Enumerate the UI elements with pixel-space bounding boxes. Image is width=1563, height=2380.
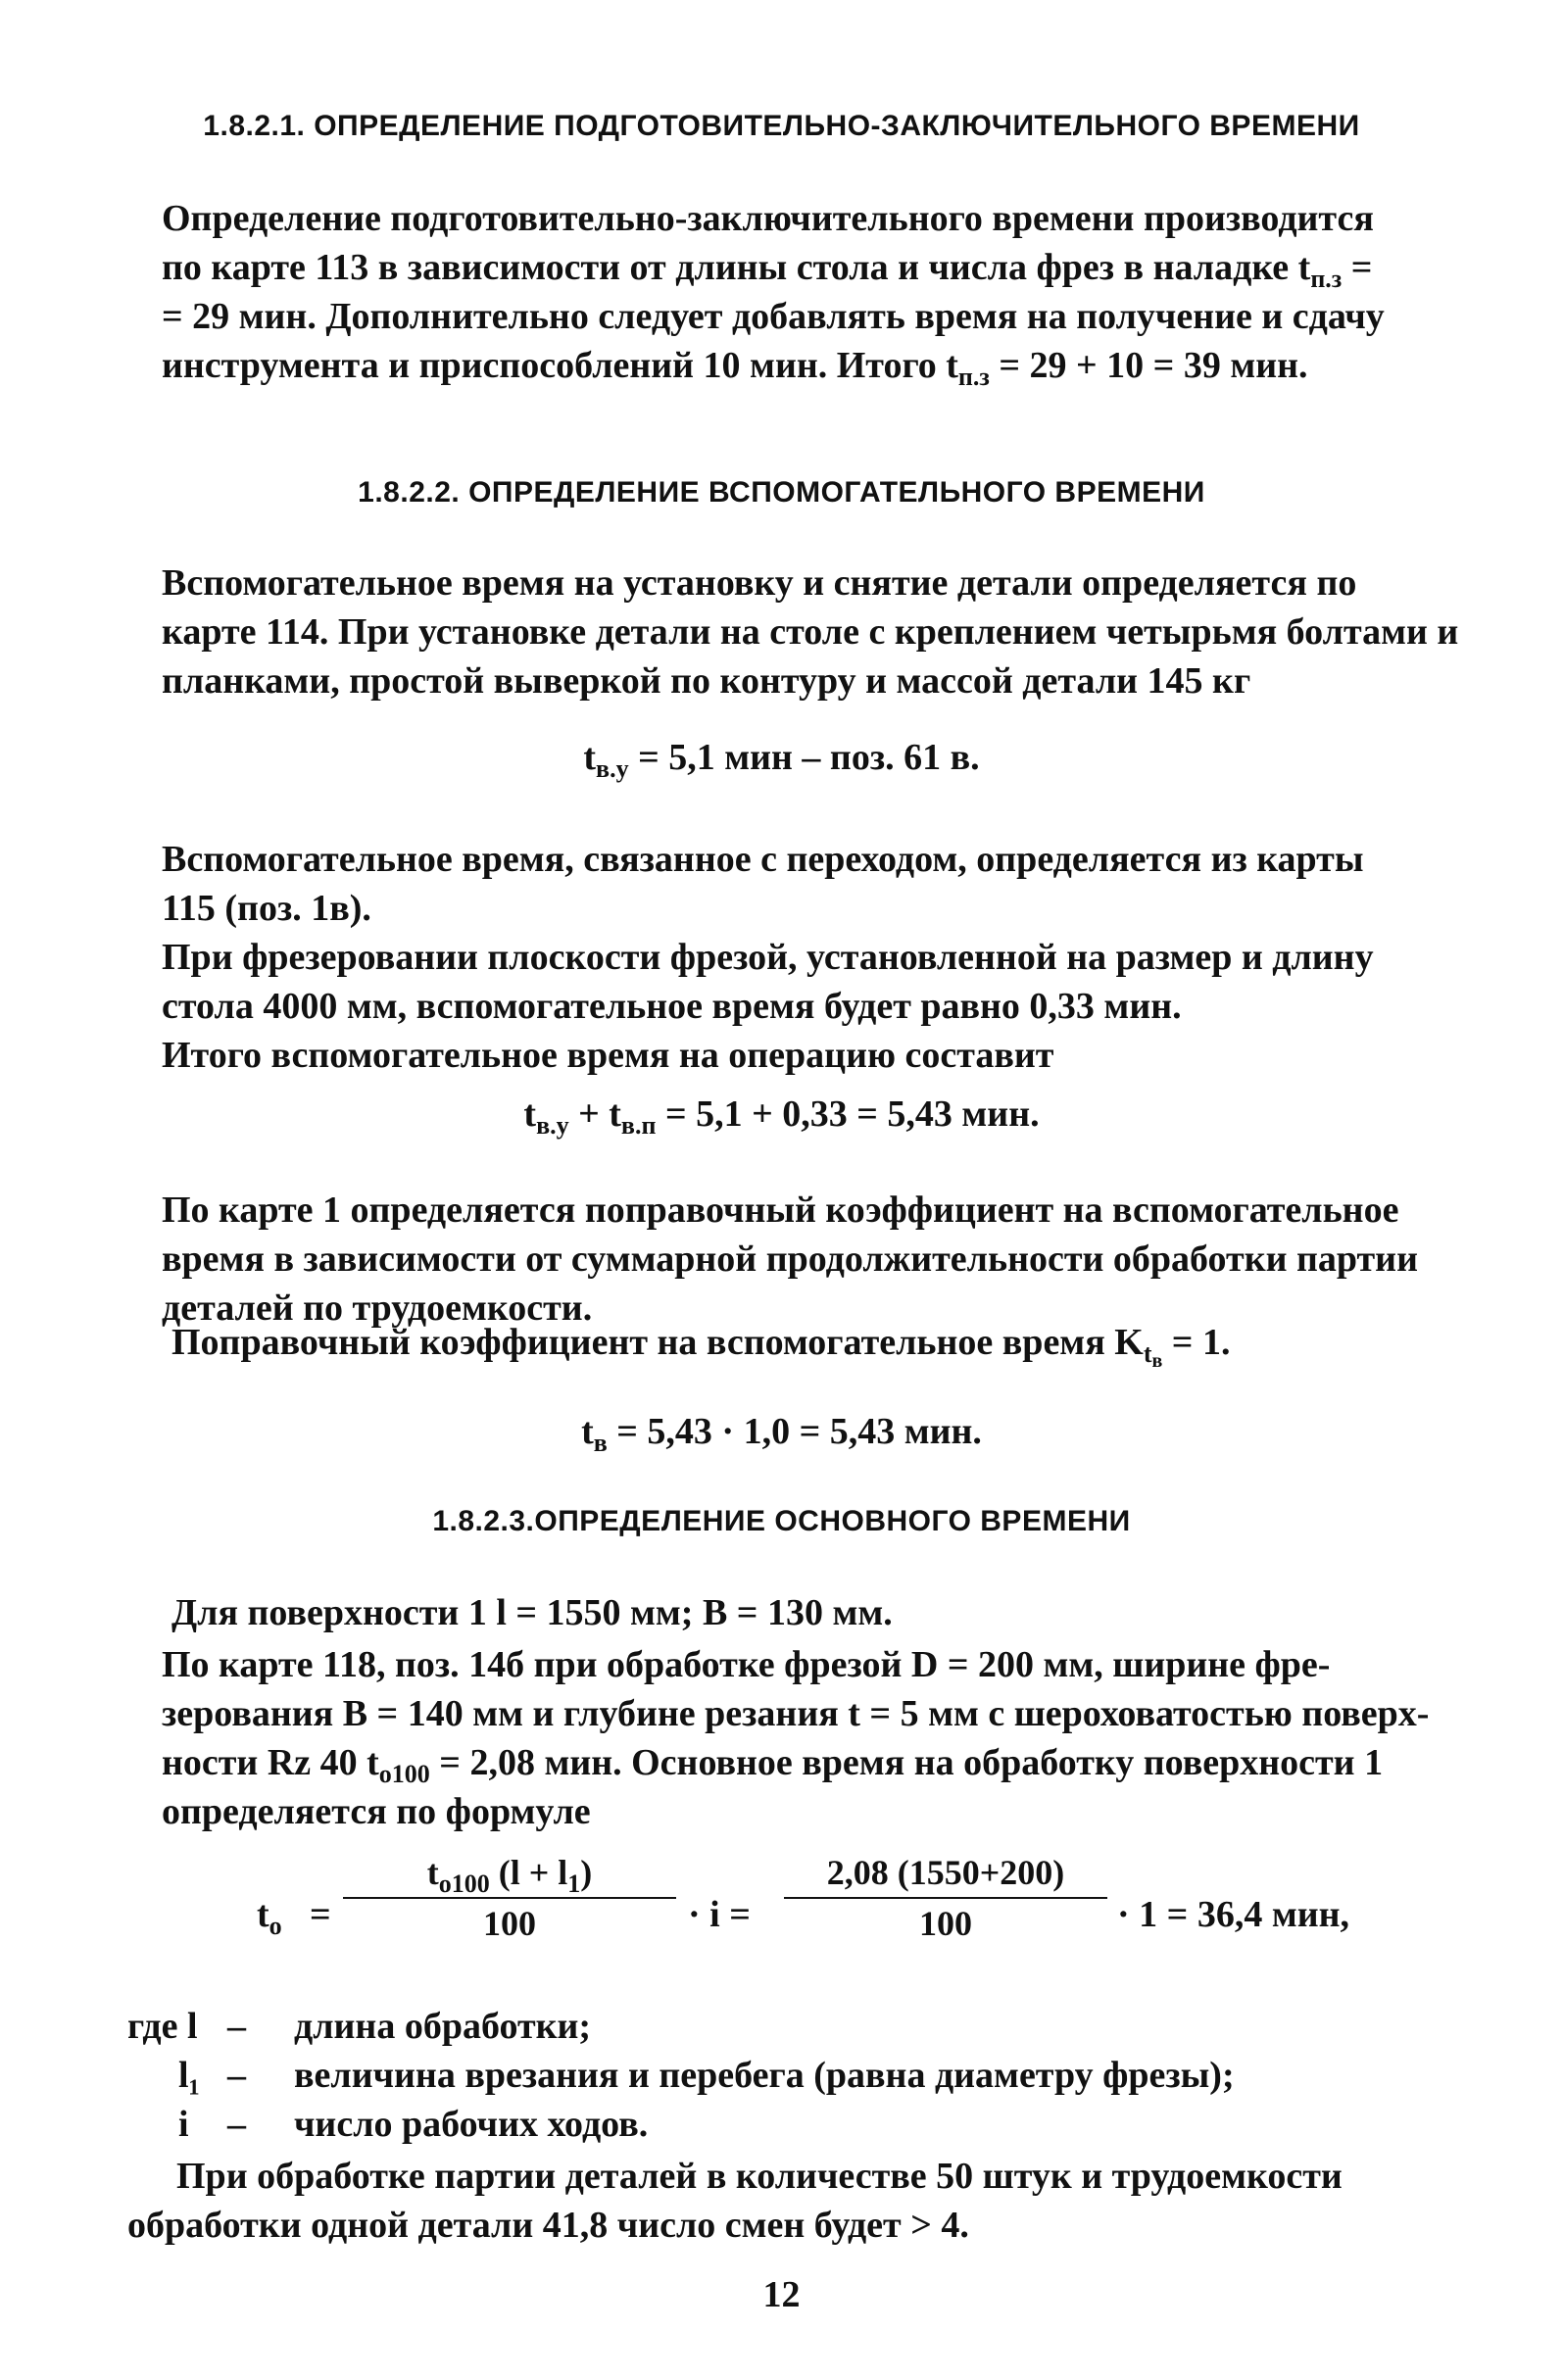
formula-dot-i: · i =: [688, 1894, 751, 1935]
subscript: 1: [567, 1870, 581, 1898]
subscript: в.у: [596, 754, 629, 783]
text-line: По карте 1 определяется поправочный коэффициент на вспомогательное: [162, 1190, 1399, 1231]
text-span: Поправочный коэффициент на вспомогательное время K: [171, 1322, 1144, 1363]
surface-line: Для поверхности 1 l = 1550 мм; B = 130 мм.: [171, 1592, 893, 1633]
subscript: п.з: [957, 363, 990, 391]
text-line: [162, 1738, 1465, 1787]
text-line: [162, 341, 1465, 390]
definition-dash: –: [227, 2006, 246, 2047]
eq-symbol: t: [581, 1411, 594, 1452]
eq-symbol: t: [583, 737, 597, 778]
eq-text: = 5,43 · 1,0 = 5,43 мин.: [607, 1411, 982, 1452]
fraction-denominator: 100: [483, 1904, 536, 1943]
subscript: o100: [438, 1870, 490, 1898]
fraction-numerator: [343, 1852, 676, 1899]
paragraph-1: [162, 194, 1465, 390]
text-line: зерования B = 140 мм и глубине резания t = 5 мм с шероховатостью поверх-: [162, 1693, 1430, 1734]
subscript-b: в: [1151, 1350, 1163, 1372]
eq-text: ): [580, 1853, 593, 1892]
text-line: 115 (поз. 1в).: [162, 888, 371, 929]
equation-2: [0, 1090, 1563, 1139]
text-span: ности Rz 40 t: [162, 1742, 379, 1783]
text-line: карте 114. При установке детали на столе с креплением четырьмя болтами и: [162, 611, 1459, 653]
text-line: обработки одной детали 41,8 число смен будет > 4.: [127, 2205, 969, 2246]
text-span: =: [1342, 247, 1373, 288]
text-line: [162, 243, 1465, 292]
definition-text: число рабочих ходов.: [294, 2104, 649, 2145]
text-span: инструмента и приспособлений 10 мин. Итого t: [162, 345, 958, 386]
paragraph-4: [162, 1186, 1465, 1333]
paragraph-2: [162, 559, 1465, 705]
paragraph-5: [162, 1640, 1465, 1836]
text-span: = 1.: [1162, 1322, 1231, 1363]
eq-symbol: t: [426, 1853, 439, 1892]
definition-text: величина врезания и перебега (равна диаметру фрезы);: [294, 2055, 1235, 2096]
paragraph-3: [162, 835, 1465, 1080]
formula-result: · 1 = 36,4 мин,: [1117, 1894, 1349, 1935]
text-line: Вспомогательное время, связанное с переходом, определяется из карты: [162, 839, 1364, 880]
subscript: в: [593, 1429, 608, 1457]
text-line: = 29 мин. Дополнительно следует добавлять время на получение и сдачу: [162, 296, 1385, 337]
subscript-t: t: [1143, 1339, 1152, 1368]
subscript: в.п: [620, 1111, 657, 1140]
paragraph-6: [127, 2152, 1470, 2250]
subscript: в.у: [536, 1111, 569, 1140]
text-line: При фрезеровании плоскости фрезой, установленной на размер и длину: [162, 937, 1374, 978]
text-line: При обработке партии деталей в количестве 50 штук и трудоемкости: [176, 2156, 1343, 2197]
eq-symbol: t: [257, 1894, 269, 1935]
eq-text: + t: [568, 1093, 621, 1135]
formula-equals: =: [310, 1894, 331, 1935]
coefficient-line: [171, 1321, 1231, 1372]
text-line: деталей по трудоемкости.: [162, 1287, 593, 1329]
eq-text: = 5,1 мин – поз. 61 в.: [628, 737, 980, 778]
definition-dash: –: [227, 2055, 246, 2096]
text-line: определяется по формуле: [162, 1791, 591, 1832]
fraction-numerator: 2,08 (1550+200): [784, 1852, 1107, 1899]
text-line: планками, простой выверкой по контуру и массой детали 145 кг: [162, 660, 1251, 702]
eq-text: (l + l: [489, 1853, 568, 1892]
subscript: [1143, 1339, 1163, 1372]
definition-symbol: l₁: [178, 2055, 200, 2096]
fraction-denominator: 100: [919, 1904, 972, 1943]
definition-symbol: где l: [127, 2006, 198, 2047]
text-line: По карте 118, поз. 14б при обработке фрезой D = 200 мм, ширине фре-: [162, 1644, 1331, 1685]
text-line: Вспомогательное время на установку и снятие детали определяется по: [162, 562, 1357, 604]
formula-fraction-1: [343, 1852, 676, 1944]
definition-text: длина обработки;: [294, 2006, 592, 2047]
definition-symbol: i: [178, 2104, 189, 2145]
formula-lhs: [257, 1893, 282, 1940]
equation-3: [0, 1407, 1563, 1456]
eq-symbol: t: [523, 1093, 537, 1135]
subscript: o100: [378, 1760, 430, 1788]
subscript: п.з: [1310, 265, 1343, 293]
text-line: Определение подготовительно-заключительного времени производится: [162, 198, 1374, 239]
section-heading-3: 1.8.2.3.ОПРЕДЕЛЕНИЕ ОСНОВНОГО ВРЕМЕНИ: [432, 1505, 1131, 1537]
text-line: время в зависимости от суммарной продолжительности обработки партии: [162, 1239, 1418, 1280]
page-number: 12: [762, 2274, 801, 2315]
section-heading-2: 1.8.2.2. ОПРЕДЕЛЕНИЕ ВСПОМОГАТЕЛЬНОГО ВРЕМЕНИ: [358, 476, 1205, 509]
eq-text: = 5,1 + 0,33 = 5,43 мин.: [656, 1093, 1040, 1135]
text-span: по карте 113 в зависимости от длины стола и числа фрез в наладке t: [162, 247, 1311, 288]
equation-1: [0, 733, 1563, 782]
text-span: = 2,08 мин. Основное время на обработку поверхности 1: [429, 1742, 1384, 1783]
formula-fraction-2: [784, 1852, 1107, 1944]
definition-dash: –: [227, 2104, 246, 2145]
text-line: Итого вспомогательное время на операцию составит: [162, 1035, 1054, 1076]
subscript: o: [269, 1912, 282, 1940]
section-heading-1: 1.8.2.1. ОПРЕДЕЛЕНИЕ ПОДГОТОВИТЕЛЬНО-ЗАКЛЮЧИТЕЛЬНОГО ВРЕМЕНИ: [203, 110, 1360, 142]
text-span: = 29 + 10 = 39 мин.: [989, 345, 1308, 386]
text-line: стола 4000 мм, вспомогательное время будет равно 0,33 мин.: [162, 986, 1182, 1027]
